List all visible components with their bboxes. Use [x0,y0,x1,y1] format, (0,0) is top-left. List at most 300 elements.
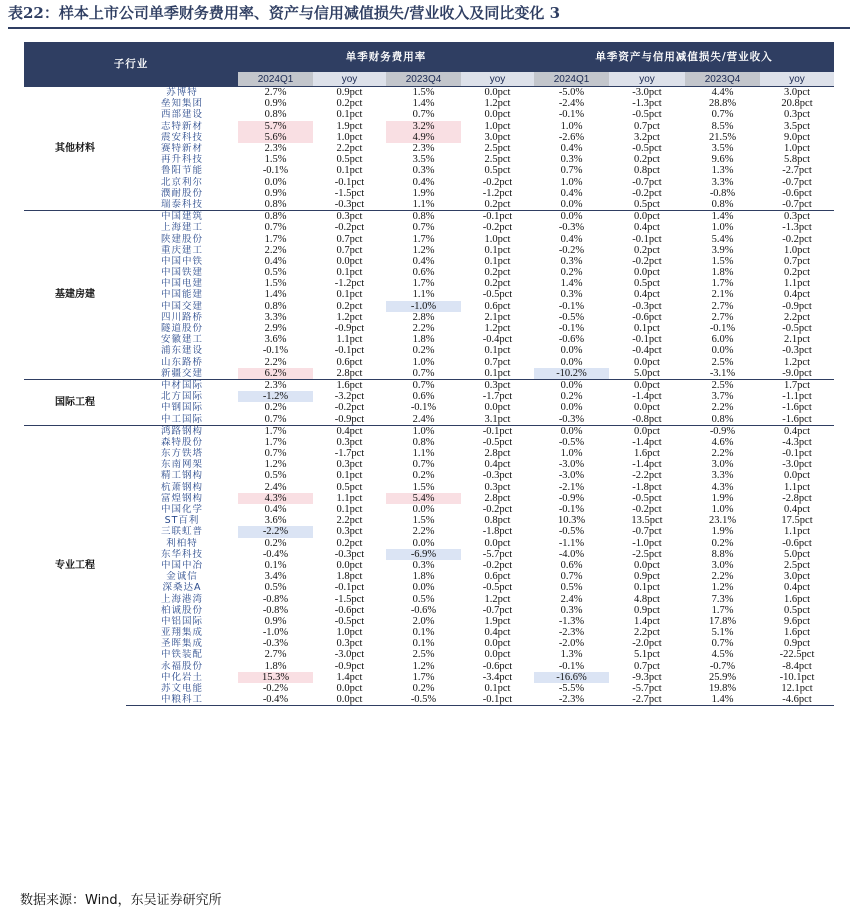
table-row [24,425,834,437]
value-cell: 0.1pct [336,289,363,301]
value-cell: -0.5pct [632,143,662,155]
value-cell: 0.6% [412,391,435,403]
company-name: 中钢国际 [160,402,203,414]
value-cell: 1.9pct [484,615,511,627]
company-name: 中粮科工 [126,694,238,706]
value-cell: 0.8% [264,109,287,121]
value-cell: 1.3% [711,165,734,177]
value-cell: 0.0% [534,425,609,437]
value-cell: 2.2pct [784,311,810,323]
table-row [24,132,834,143]
value-cell: 5.1% [711,627,734,639]
value-cell: 0.7% [412,459,435,471]
table-row [24,109,834,120]
value-cell: 0.4% [412,255,435,267]
value-cell: -0.6% [410,604,437,616]
value-cell: 0.5% [264,267,287,279]
value-cell: 0.0% [711,345,734,357]
value-cell: 0.0% [534,211,609,223]
value-cell: 3.4% [264,571,287,583]
value-cell: 1.2pct [484,593,511,605]
value-cell: 1.7% [412,278,435,290]
value-cell: -1.5pct [334,593,365,605]
table-row [24,391,834,402]
value-cell: 5.4% [386,493,461,504]
company-name: 志特新材 [160,120,203,132]
value-cell: -0.5% [386,694,461,706]
company-name: 中国中铁 [160,255,203,267]
table-row [24,638,834,649]
table-row [24,571,834,582]
value-cell: 1.0% [560,120,583,132]
company-name: 亚翔集成 [160,627,203,639]
value-cell: -0.3pct [334,548,365,560]
table-body [24,87,834,706]
value-cell: 0.0% [560,345,583,357]
value-cell: 0.3pct [784,109,810,121]
value-cell: 0.7pct [484,356,511,368]
value-cell: 0.4pct [634,289,660,301]
value-cell: 1.1% [412,198,435,210]
value-cell: 2.1% [711,289,734,301]
value-cell: 3.5pct [784,120,810,132]
value-cell: -4.3pct [782,436,812,448]
value-cell: 1.0% [386,425,461,437]
value-cell: 1.1pct [336,492,363,504]
table-row [24,493,834,504]
value-cell: 1.6pct [313,379,386,391]
value-cell: 2.5% [711,356,734,368]
value-cell: 0.2pct [784,267,810,279]
value-cell: 0.0% [560,356,583,368]
value-cell: 1.4% [685,211,760,223]
value-cell: -0.2pct [482,176,513,188]
value-cell: -5.7pct [482,548,513,560]
company-name: 赛特新材 [160,143,203,155]
value-cell: 2.2% [711,571,734,583]
table-row [24,437,834,448]
value-cell: 5.7% [238,121,313,132]
value-cell: 0.1pct [336,109,363,121]
value-cell: 0.5pct [634,198,660,210]
col-header: yoy [461,72,534,87]
table-row [24,357,834,368]
table-row [24,482,834,493]
value-cell: 1.9% [711,526,734,538]
table-row [24,301,834,312]
value-cell: -2.0% [558,638,585,650]
table-row [24,504,834,515]
value-cell: 0.6pct [484,300,511,312]
value-cell: 28.8% [708,98,737,110]
source-note: 数据来源：Wind，东吴证券研究所 [20,893,222,908]
value-cell: 0.0pct [634,402,660,414]
value-cell: 0.1pct [634,323,660,335]
value-cell: 5.0pct [634,367,660,379]
value-cell: -0.1% [558,504,585,516]
value-cell: 2.8pct [484,492,511,504]
value-cell: 0.0% [534,379,609,391]
value-cell: -0.2% [558,244,585,256]
table-row [24,402,834,413]
value-cell: -3.1% [709,367,736,379]
table-row [24,627,834,638]
value-cell: -0.1% [558,300,585,312]
company-name: 安徽建工 [160,334,203,346]
value-cell: -0.7pct [482,604,513,616]
value-cell: 0.7% [412,367,435,379]
value-cell: 0.3% [560,154,583,166]
value-cell: 0.0% [412,582,435,594]
value-cell: 0.7pct [336,244,363,256]
company-name: 永福股份 [160,660,203,672]
col-header: 2024Q1 [534,72,609,87]
table-row [24,694,834,706]
value-cell: -2.5pct [632,548,662,560]
value-cell: 0.8% [264,300,287,312]
value-cell: -0.4pct [632,345,662,357]
value-cell: 1.9% [412,187,435,199]
value-cell: 2.9% [264,323,287,335]
value-cell: -1.1pct [782,391,812,403]
value-cell: 0.1% [264,559,287,571]
table-row [24,267,834,278]
value-cell: 4.5% [711,649,734,661]
company-name: 中铁装配 [160,649,203,661]
value-cell: 3.9% [711,244,734,256]
value-cell: 0.4% [560,233,583,245]
value-cell: 1.2% [264,459,287,471]
value-cell: -0.7pct [782,198,812,210]
value-cell: -4.6pct [760,694,834,706]
value-cell: -0.6pct [334,604,365,616]
value-cell: 0.2pct [336,98,363,110]
company-name: 中工国际 [160,413,203,425]
table-row [24,87,834,99]
value-cell: 1.0pct [784,143,810,155]
company-name: 山东路桥 [160,356,203,368]
value-cell: 1.5% [264,154,287,166]
value-cell: 1.5% [386,87,461,99]
value-cell: 4.4% [685,87,760,99]
value-cell: 20.8pct [781,98,813,110]
value-cell: -9.0pct [782,367,812,379]
table-row [24,334,834,345]
value-cell: 0.1pct [336,504,363,516]
value-cell: 1.1% [412,448,435,460]
value-cell: 0.5% [264,470,287,482]
table-row [24,672,834,683]
value-cell: 3.0pct [484,131,511,143]
value-cell: 0.2% [711,537,734,549]
company-name: 西部建设 [160,109,203,121]
value-cell: -0.3% [558,222,585,234]
value-cell: 0.3pct [336,459,363,471]
value-cell: -0.9pct [334,660,365,672]
value-cell: 0.6% [412,267,435,279]
impairment-header: 单季资产与信用减值损失/营业收入 [534,42,834,72]
value-cell: 0.7% [560,571,583,583]
value-cell: -1.8pct [632,481,662,493]
value-cell: 2.2% [264,356,287,368]
value-cell: 0.1pct [336,267,363,279]
company-name: 重庆建工 [160,244,203,256]
company-name: 中国建筑 [126,211,238,223]
value-cell: -0.4% [262,548,289,560]
value-cell: 4.9% [386,132,461,143]
value-cell: -0.3pct [482,470,513,482]
data-table [24,42,834,706]
value-cell: -1.5pct [334,187,365,199]
value-cell: 2.7% [238,87,313,99]
value-cell: 1.6pct [784,627,810,639]
company-name: 杭萧钢构 [160,481,203,493]
table-row [24,538,834,549]
company-name: 三联虹普 [160,526,203,538]
value-cell: 1.4% [412,98,435,110]
table-row [24,515,834,526]
value-cell: 0.2% [264,402,287,414]
table-row [24,413,834,425]
value-cell: 0.2% [412,470,435,482]
value-cell: -0.5pct [632,109,662,121]
value-cell: 9.6pct [784,615,810,627]
value-cell: 0.3% [560,289,583,301]
value-cell: 2.7% [264,649,287,661]
value-cell: -5.5% [558,683,585,695]
value-cell: 4.8pct [634,593,660,605]
company-name: 鸿路钢构 [126,425,238,437]
value-cell: -0.4% [238,694,313,706]
value-cell: 0.4pct [484,459,511,471]
value-cell: -0.5pct [482,289,513,301]
value-cell: 2.8pct [484,448,511,460]
finance-cost-header: 单季财务费用率 [238,42,534,72]
value-cell: -1.8pct [482,526,513,538]
value-cell: 1.4% [264,289,287,301]
value-cell: 0.6% [560,559,583,571]
value-cell: 0.7pct [634,120,660,132]
value-cell: 2.8% [412,311,435,323]
value-cell: 0.2% [412,683,435,695]
value-cell: 0.6pct [336,356,363,368]
value-cell: 1.8% [711,267,734,279]
value-cell: 1.3% [560,649,583,661]
value-cell: 0.4pct [760,425,834,437]
table-row [24,549,834,560]
value-cell: 5.6% [238,132,313,143]
value-cell: 1.7% [238,425,313,437]
value-cell: 2.0% [412,615,435,627]
value-cell: -1.2pct [482,187,513,199]
value-cell: 0.0% [560,198,583,210]
value-cell: 1.1% [412,289,435,301]
company-name: 北方国际 [160,391,203,403]
value-cell: 2.5pct [484,143,511,155]
value-cell: 5.1pct [634,649,660,661]
value-cell: -1.6pct [782,413,812,425]
value-cell: -1.1% [558,537,585,549]
value-cell: 4.3% [238,493,313,504]
subindustry-header: 子行业 [24,42,238,87]
value-cell: 0.0pct [484,109,511,121]
value-cell: -0.1pct [334,582,365,594]
value-cell: -0.9% [558,492,585,504]
value-cell: 1.4% [685,694,760,706]
subindustry-cell: 基建房建 [24,211,126,380]
value-cell: 2.4% [264,481,287,493]
company-name: ST百利 [164,515,200,527]
table-row [24,368,834,380]
value-cell: -0.1pct [782,448,812,460]
value-cell: 1.5% [711,255,734,267]
value-cell: 0.0pct [336,683,363,695]
value-cell: 13.5pct [631,515,663,527]
value-cell: 5.4% [711,233,734,245]
value-cell: 0.7pct [784,255,810,267]
table-row [24,233,834,244]
value-cell: -2.8pct [782,492,812,504]
value-cell: 0.4pct [313,425,386,437]
company-name: 北京利尔 [160,176,203,188]
value-cell: 2.2% [412,526,435,538]
value-cell: -0.9% [685,425,760,437]
value-cell: -0.8% [262,593,289,605]
table-row [24,649,834,660]
company-name: 森特股份 [160,436,203,448]
value-cell: 1.4pct [634,615,660,627]
value-cell: 0.0% [264,176,287,188]
value-cell: 0.0% [412,537,435,549]
table-row [24,289,834,300]
value-cell: 3.2pct [634,131,660,143]
value-cell: 0.4pct [784,289,810,301]
value-cell: 3.3% [711,176,734,188]
value-cell: 17.5pct [781,515,813,527]
value-cell: 0.1pct [484,367,511,379]
value-cell: 2.2pct [336,515,363,527]
value-cell: -1.6pct [782,402,812,414]
value-cell: 4.3% [711,481,734,493]
value-cell: -0.1% [558,109,585,121]
value-cell: 8.5% [711,120,734,132]
value-cell: 0.0pct [484,402,511,414]
value-cell: 0.2% [412,345,435,357]
value-cell: 0.8pct [634,165,660,177]
value-cell: 1.5% [264,278,287,290]
value-cell: 0.9pct [784,638,810,650]
value-cell: -0.6pct [482,660,513,672]
value-cell: -2.3% [558,627,585,639]
value-cell: 12.1pct [781,683,813,695]
value-cell: 0.5pct [634,278,660,290]
value-cell: 1.0% [560,448,583,460]
value-cell: 5.8pct [784,154,810,166]
value-cell: 2.2% [711,402,734,414]
company-name: 中国化学 [160,504,203,516]
value-cell: 0.3% [560,604,583,616]
value-cell: -2.2pct [632,470,662,482]
value-cell: 1.7% [711,278,734,290]
value-cell: 0.3pct [336,638,363,650]
value-cell: 3.0% [711,559,734,571]
value-cell: 0.9pct [634,571,660,583]
value-cell: 0.5pct [484,165,511,177]
value-cell: 1.7% [412,233,435,245]
value-cell: 1.0% [711,222,734,234]
value-cell: 0.0% [412,504,435,516]
value-cell: 0.0pct [484,649,511,661]
company-name: 利柏特 [166,537,198,549]
value-cell: 7.3% [711,593,734,605]
company-name: 新疆交建 [160,367,203,379]
value-cell: -0.7% [709,660,736,672]
company-name: 濮耐股份 [160,187,203,199]
value-cell: 23.1% [708,515,737,527]
value-cell: 3.1pct [484,413,511,425]
value-cell: 0.0pct [484,537,511,549]
value-cell: -4.0% [558,548,585,560]
value-cell: 0.5pct [784,604,810,616]
table-row [24,222,834,233]
table-row [24,526,834,537]
value-cell: -0.5pct [632,492,662,504]
value-cell: 1.2pct [784,356,810,368]
company-name: 瑞泰科技 [160,198,203,210]
value-cell: 1.7% [264,233,287,245]
value-cell: 1.0pct [336,131,363,143]
value-cell: -2.7pct [782,165,812,177]
value-cell: 1.6pct [784,593,810,605]
value-cell: 15.3% [238,672,313,683]
value-cell: 1.2% [412,244,435,256]
table-row [24,199,834,211]
value-cell: 1.7% [711,604,734,616]
value-cell: 0.7% [264,222,287,234]
table-row [24,278,834,289]
value-cell: -5.7pct [632,683,662,695]
value-cell: -0.2pct [482,559,513,571]
value-cell: -0.5% [558,436,585,448]
value-cell: 0.7pct [634,660,660,672]
value-cell: 0.5% [264,582,287,594]
table-row [24,211,834,223]
value-cell: -0.1pct [334,345,365,357]
table-row [24,683,834,694]
value-cell: -0.1% [262,345,289,357]
value-cell: -0.2pct [334,222,365,234]
company-name: 中国中冶 [160,559,203,571]
subindustry-cell: 专业工程 [24,425,126,706]
value-cell: 19.8% [708,683,737,695]
value-cell: -0.1% [410,402,437,414]
value-cell: 0.0pct [484,638,511,650]
company-name: 精工钢构 [160,470,203,482]
value-cell: 0.0pct [609,211,685,223]
col-header: 2023Q4 [685,72,760,87]
company-name: 圣晖集成 [160,638,203,650]
value-cell: 0.1pct [484,345,511,357]
value-cell: 0.5pct [336,481,363,493]
value-cell: -0.1pct [461,211,534,223]
value-cell: 0.8% [264,198,287,210]
value-cell: 0.3pct [461,379,534,391]
value-cell: 0.0pct [634,356,660,368]
value-cell: -0.6% [558,334,585,346]
value-cell: 1.7% [264,436,287,448]
value-cell: -0.5pct [782,323,812,335]
value-cell: 0.4% [560,187,583,199]
